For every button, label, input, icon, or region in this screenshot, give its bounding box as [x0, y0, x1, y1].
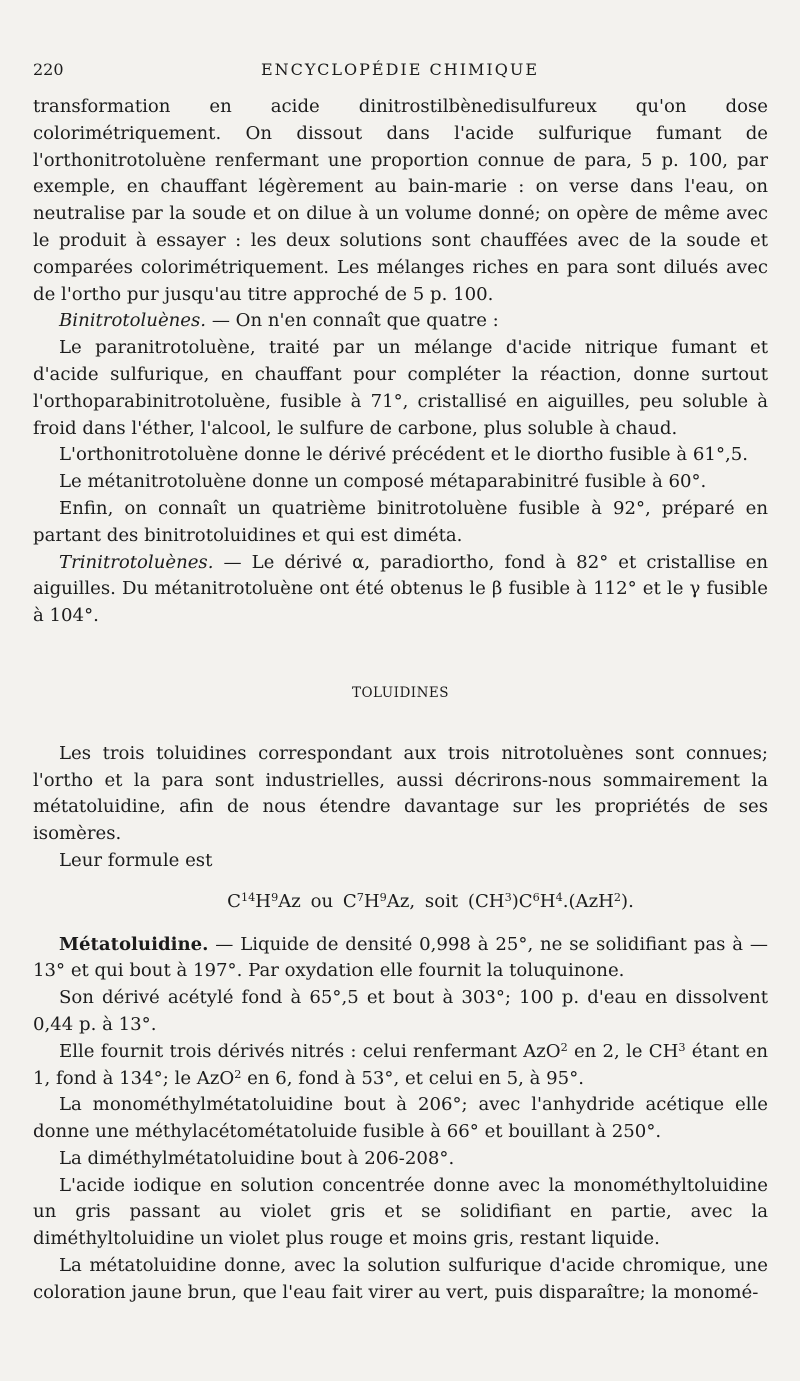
- formula-2-part: Az,: [386, 890, 416, 912]
- heading-metatoluidine: Métatoluidine.: [59, 933, 209, 955]
- heading-binitrotoluenes: Binitrotoluènes.: [59, 310, 207, 332]
- paragraph-3: Le paranitrotoluène, traité par un mélange d'acide nitrique fumant et d'acide sulfurique, en chauffant pour compléter la réaction, donne surtout l'orthoparabinitrotoluène, fusible à 71°, cristallisé en aiguilles, peu soluble à froid dans l'éther, l'alcool, le sulfure de carbone, plus soluble à chaud.: [33, 337, 768, 439]
- formula-3-part: (CH: [467, 890, 505, 912]
- formula-separator: ou: [300, 890, 343, 912]
- paragraph-6: Enfin, on connaît un quatrième binitrotoluène fusible à 92°, préparé en partant des binitrotoluidines et qui est diméta.: [33, 497, 768, 546]
- formula-1-sup: 9: [271, 890, 279, 904]
- paragraph-11: Son dérivé acétylé fond à 65°,5 et bout à 303°; 100 p. d'eau en dissolvent 0,44 p. à 13°.: [33, 987, 768, 1035]
- heading-trinitrotoluenes: Trinitrotoluènes.: [59, 551, 214, 573]
- formula-1-sup: 14: [241, 890, 256, 904]
- formula-2-part: H: [363, 890, 380, 912]
- formula-separator: soit: [415, 890, 468, 912]
- formula-line: [93, 889, 768, 916]
- paragraph-5: Le métanitrotoluène donne un composé métaparabinitré fusible à 60°.: [59, 471, 707, 493]
- paragraph-trinitrotoluenes: [33, 550, 768, 630]
- paragraph-metatoluidine: [33, 932, 768, 986]
- page-body: [33, 94, 768, 1307]
- paragraph-16: La métatoluidine donne, avec la solution sulfurique d'acide chromique, une coloration jaune brun, que l'eau fait virer au vert, puis disparaître; la monomé-: [33, 1255, 768, 1303]
- paragraph-12-text: en 6, fond à 53°, et celui en 5, à 95°.: [241, 1067, 584, 1089]
- formula-1-part: Az: [278, 890, 301, 912]
- formula-3-part: ).: [621, 890, 634, 912]
- paragraph-binitrotoluenes: [33, 308, 768, 335]
- paragraph-13: La monométhylmétatoluidine bout à 206°; avec l'anhydride acétique elle donne une méthylacétométatoluide fusible à 66° et bouillant à 250°.: [33, 1094, 768, 1143]
- paragraph-12-text: en 2, le CH: [567, 1040, 679, 1062]
- formula-2-sup: 9: [379, 890, 387, 904]
- metatoluidine-text: — Liquide de densité 0,998 à 25°, ne se solidifiant pas à — 13° et qui bout à 197°. Par oxydation elle fournit la toluquinone.: [33, 933, 768, 982]
- formula-1-part: H: [255, 890, 272, 912]
- superscript: 2: [560, 1040, 568, 1054]
- formula-3-sup: 2: [613, 890, 622, 904]
- paragraph-8: Les trois toluidines correspondant aux trois nitrotoluènes sont connues; l'ortho et la para sont industrielles, aussi décrirons-nous sommairement la métatoluidine, afin de nous étendre davantage sur les propriétés de ses isomères.: [33, 742, 768, 845]
- paragraph-1: transformation en acide dinitrostilbènedisulfureux qu'on dose colorimétriquement. On dissout dans l'acide sulfurique fumant de l'orthonitrotoluène renfermant une proportion connue de para, 5 p. 100, par exemple, en chauffant légèrement au bain-marie : on verse dans l'eau, on neutralise par la soude et on dilue à un volume donné; on opère de même avec le produit à essayer : les deux solutions sont chauffées avec de la soude et comparées colorimétriquement. Les mélanges riches en para sont dilués avec de l'ortho pur jusqu'au titre approché de 5 p. 100.: [33, 96, 768, 305]
- formula-2-part: C: [342, 890, 357, 912]
- formula-3-part: H: [539, 890, 556, 912]
- formula-3-part: )C: [511, 890, 533, 912]
- formula-3-part: .(AzH: [562, 890, 614, 912]
- formula-3-sup: 4: [555, 890, 563, 904]
- formula-2-sup: 7: [356, 890, 364, 904]
- section-title: TOLUIDINES: [351, 684, 450, 701]
- running-title: ENCYCLOPÉDIE CHIMIQUE: [260, 60, 540, 79]
- paragraph-15: L'acide iodique en solution concentrée donne avec la monométhyltoluidine un gris passant au violet gris et se solidifiant en partie, avec la diméthyltoluidine un violet plus rouge et moins gris, restant liquide.: [33, 1174, 768, 1250]
- paragraph-14: La diméthylmétatoluidine bout à 206-208°.: [59, 1147, 455, 1169]
- formula-3-sup: 3: [504, 890, 512, 904]
- superscript: 2: [234, 1067, 242, 1081]
- paragraph-12: [33, 1039, 768, 1093]
- page-number: 220: [33, 60, 64, 79]
- formula-1-part: C: [227, 890, 241, 912]
- trinitrotoluenes-text: — Le dérivé α, paradiortho, fond à 82° et cristallise en aiguilles. Du métanitrotoluène ont été obtenus le β fusible à 112° et le γ fusible à 104°.: [33, 551, 768, 627]
- running-header: [33, 60, 767, 84]
- binitrotoluenes-text: — On n'en connaît que quatre :: [206, 310, 499, 332]
- formula-3-sup: 6: [532, 890, 540, 904]
- paragraph-12-text: étant en 1, fond à 134°; le AzO: [33, 1040, 768, 1089]
- superscript: 3: [678, 1040, 686, 1054]
- paragraph-12-text: Elle fournit trois dérivés nitrés : celui renfermant AzO: [59, 1040, 561, 1062]
- paragraph-9: Leur formule est: [59, 849, 213, 871]
- paragraph-4: L'orthonitrotoluène donne le dérivé précédent et le diortho fusible à 61°,5.: [59, 444, 749, 466]
